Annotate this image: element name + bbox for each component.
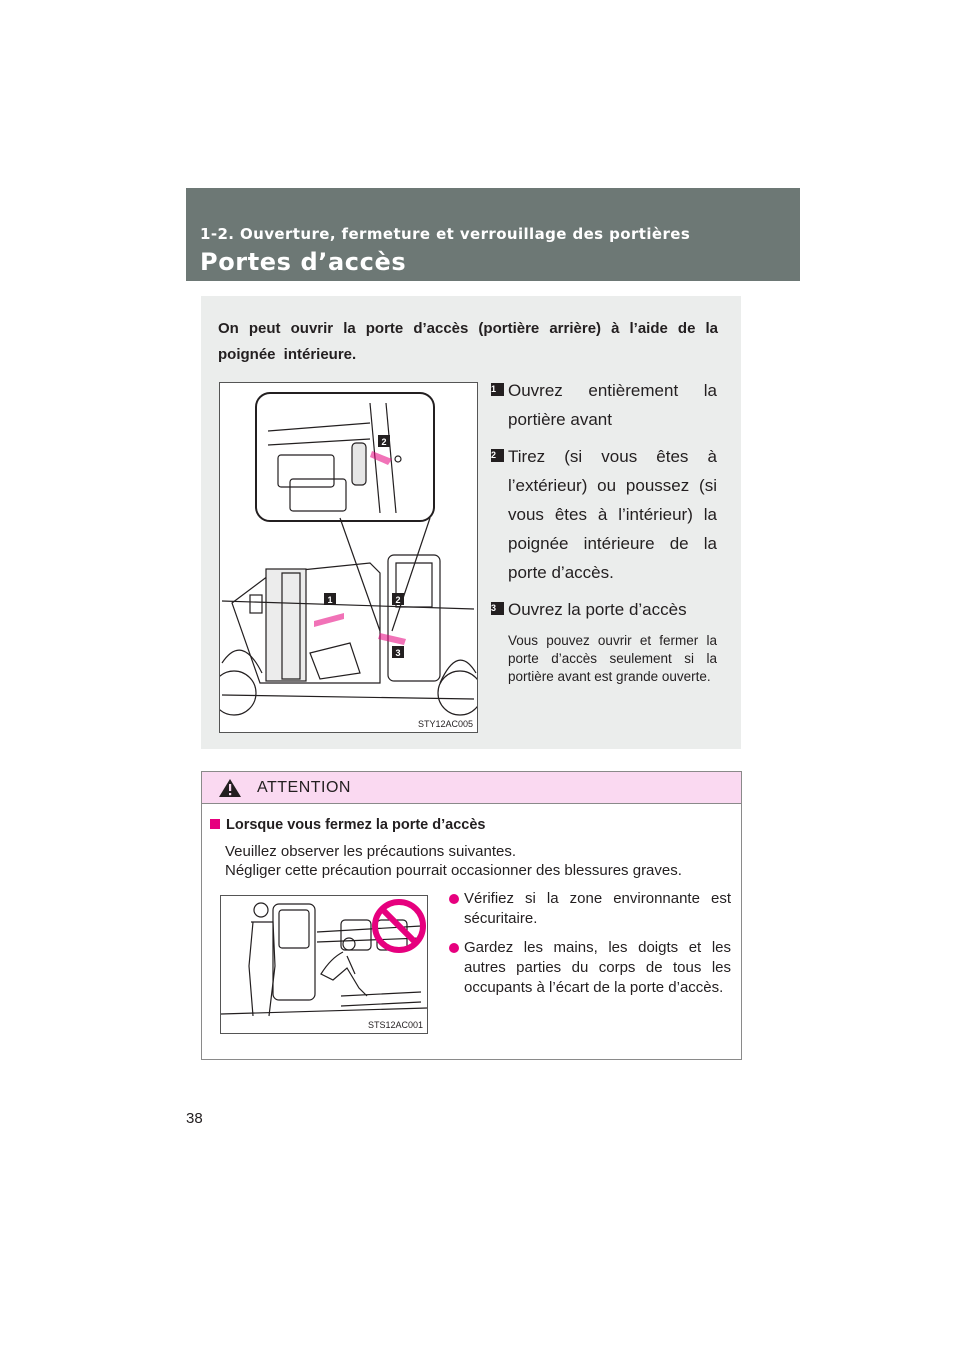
step-item	[491, 376, 717, 434]
section-header	[186, 188, 800, 281]
intro-text: On peut ouvrir la porte d’accès (portière arrière) à l’aide de la poignée intérieure.	[218, 320, 718, 363]
step-item	[491, 442, 717, 587]
callout-1: 1	[327, 595, 333, 605]
bullet-item	[449, 889, 731, 929]
warning-box	[201, 771, 742, 1060]
warning-illustration	[220, 895, 428, 1034]
warning-text-line: Négliger cette précaution pourrait occasionner des blessures graves.	[225, 862, 682, 879]
section-label: 1-2. Ouverture, fermeture et verrouillage des portières	[200, 225, 691, 243]
step-text: Ouvrez entièrement la portière avant	[508, 381, 717, 429]
page-number: 38	[186, 1110, 203, 1127]
warning-heading-text: Lorsque vous fermez la porte d’accès	[226, 817, 486, 833]
figure-code: STS12AC001	[367, 1020, 423, 1030]
step-item	[491, 595, 717, 624]
door-illustration	[219, 382, 478, 733]
step-note: Vous pouvez ouvrir et fermer la porte d’accès seulement si la portière avant est grande ouverte.	[508, 633, 717, 684]
vehicle-door-drawing	[220, 383, 477, 732]
step-text: Tirez (si vous êtes à l’extérieur) ou poussez (si vous êtes à l’intérieur) la poignée intérieure de la porte d’accès.	[508, 447, 717, 582]
bullet-item	[449, 938, 731, 998]
warning-heading	[210, 817, 485, 833]
warning-header	[202, 772, 741, 804]
person-near-door-drawing	[221, 896, 427, 1033]
circle-bullet-icon	[449, 943, 459, 953]
warning-text	[225, 842, 735, 880]
instruction-panel	[201, 296, 741, 749]
steps-list	[491, 376, 717, 686]
bullet-text: Vérifiez si la zone environnante est sécuritaire.	[464, 890, 731, 927]
figure-code: STY12AC005	[417, 719, 473, 729]
warning-triangle-icon	[218, 778, 242, 798]
circle-bullet-icon	[449, 894, 459, 904]
callout-2-top: 2	[381, 437, 387, 447]
step-text: Ouvrez la porte d’accès	[508, 600, 687, 619]
warning-title: ATTENTION	[257, 779, 351, 796]
warning-text-line: Veuillez observer les précautions suivantes.	[225, 843, 516, 860]
warning-bullet-list	[449, 889, 731, 1007]
page-title: Portes d’accès	[200, 248, 407, 276]
step-number: 1	[491, 383, 504, 396]
bullet-text: Gardez les mains, les doigts et les autres parties du corps de tous les occupants à l’écart de la porte d’accès.	[464, 939, 731, 996]
step-number: 2	[491, 449, 504, 462]
callout-3: 3	[395, 648, 401, 658]
callout-2-bottom: 2	[395, 595, 401, 605]
step-number: 3	[491, 602, 504, 615]
square-bullet-icon	[210, 819, 220, 829]
